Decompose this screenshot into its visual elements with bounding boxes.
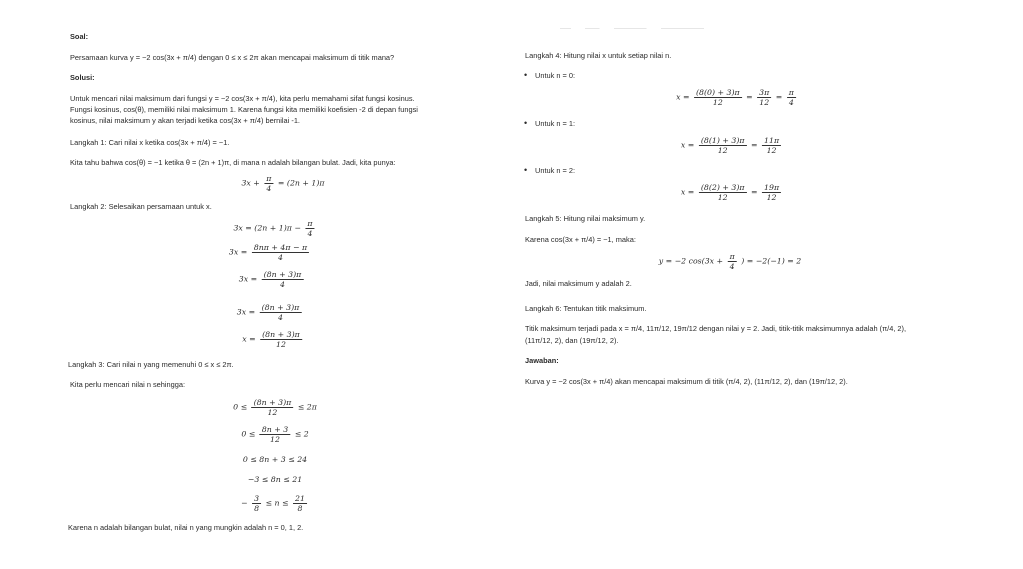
faded-header-line [560, 28, 740, 29]
step3-title: Langkah 3: Cari nilai n yang memenuhi 0 ≤ x ≤ 2π. [68, 360, 234, 369]
step6-line-2: (11π/12, 2), dan (19π/12, 2). [525, 336, 619, 345]
step3-conclusion: Karena n adalah bilangan bulat, nilai n yang mungkin adalah n = 0, 1, 2. [68, 523, 304, 532]
step1-text: Kita tahu bahwa cos(θ) = −1 ketika θ = (2n + 1)π, di mana n adalah bilangan bulat. Jadi, kita punya: [70, 158, 396, 167]
x-for-n2: x = $\frac{(8(2) + 3)\pi}{12}$ = $\frac{19\pi}{12}$ [680, 183, 780, 202]
bullet-n2: • Untuk n = 2: [525, 165, 575, 176]
final-answer: Kurva y = −2 cos(3x + π/4) akan mencapai maksimum di titik (π/4, 2), (11π/12, 2), dan (19π/12, 2). [525, 377, 848, 386]
y-max-equation: y = −2 cos(3x + $\frac{\pi}{4}$ ) = −2(−1) = 2 [658, 252, 802, 271]
step2-eq-a: 3x = (2n + 1)π − $\frac{\pi}{4}$ [233, 219, 313, 238]
step2-title: Langkah 2: Selesaikan persamaan untuk x. [70, 202, 212, 211]
intro-line-2: Fungsi kosinus, cos(θ), memiliki nilai maksimum 1. Karena fungsi kita memiliki koefisien -2 di depan fungsi [70, 105, 418, 114]
x-for-n0: x = $\frac{(8(0) + 3)\pi}{12}$ = $\frac{3\pi}{12}$ = $\frac{\pi}{4}$ [676, 88, 794, 107]
intro-line-1: Untuk mencari nilai maksimum dari fungsi y = −2 cos(3x + π/4), kita perlu memahami sifat fungsi kosinus. [70, 94, 415, 103]
step5-text: Karena cos(3x + π/4) = −1, maka: [525, 235, 636, 244]
step6-title: Langkah 6: Tentukan titik maksimum. [525, 304, 647, 313]
inequality-4: −3 ≤ 8n ≤ 21 [247, 475, 303, 484]
bullet-n0: • Untuk n = 0: [525, 70, 575, 81]
step2-eq-b: 3x = $\frac{8n\pi + 4\pi - \pi}{4}$ [228, 243, 308, 262]
step6-line-1: Titik maksimum terjadi pada x = π/4, 11π/12, 19π/12 dengan nilai y = 2. Jadi, titik-titik maksimumnya adalah (π/4, 2), [525, 324, 907, 333]
step5-conclusion: Jadi, nilai maksimum y adalah 2. [525, 279, 632, 288]
intro-line-3: kosinus, nilai maksimum y akan terjadi ketika cos(3x + π/4) bernilai -1. [70, 116, 300, 125]
x-for-n1: x = $\frac{(8(1) + 3)\pi}{12}$ = $\frac{11\pi}{12}$ [680, 136, 780, 155]
step4-title: Langkah 4: Hitung nilai x untuk setiap nilai n. [525, 51, 672, 60]
bullet-n1: • Untuk n = 1: [525, 118, 575, 129]
inequality-1: 0 ≤ $\frac{(8n + 3)\pi}{12}$ ≤ 2π [233, 398, 317, 417]
step5-title: Langkah 5: Hitung nilai maksimum y. [525, 214, 646, 223]
question-text: Persamaan kurva y = −2 cos(3x + π/4) dengan 0 ≤ x ≤ 2π akan mencapai maksimum di titik mana? [70, 53, 395, 62]
step2-eq-e: x = $\frac{(8n + 3)\pi}{12}$ [242, 330, 300, 349]
step3-text: Kita perlu mencari nilai n sehingga: [70, 380, 186, 389]
soal-label: Soal: [70, 32, 89, 41]
inequality-3: 0 ≤ 8n + 3 ≤ 24 [242, 455, 308, 464]
equation-1: 3x + $\frac{\pi}{4}$ = (2n + 1)π [241, 174, 325, 193]
step1-title: Langkah 1: Cari nilai x ketika cos(3x + π/4) = −1. [70, 138, 230, 147]
jawaban-label: Jawaban: [525, 356, 559, 365]
inequality-5: − $\frac{3}{8}$ ≤ n ≤ $\frac{21}{8}$ [241, 494, 305, 513]
step2-eq-c: 3x = $\frac{(8n + 3)\pi}{4}$ [238, 270, 302, 289]
step2-eq-d: 3x = $\frac{(8n + 3)\pi}{4}$ [236, 303, 300, 322]
inequality-2: 0 ≤ $\frac{8n + 3}{12}$ ≤ 2 [241, 425, 309, 444]
solusi-label: Solusi: [70, 73, 95, 82]
